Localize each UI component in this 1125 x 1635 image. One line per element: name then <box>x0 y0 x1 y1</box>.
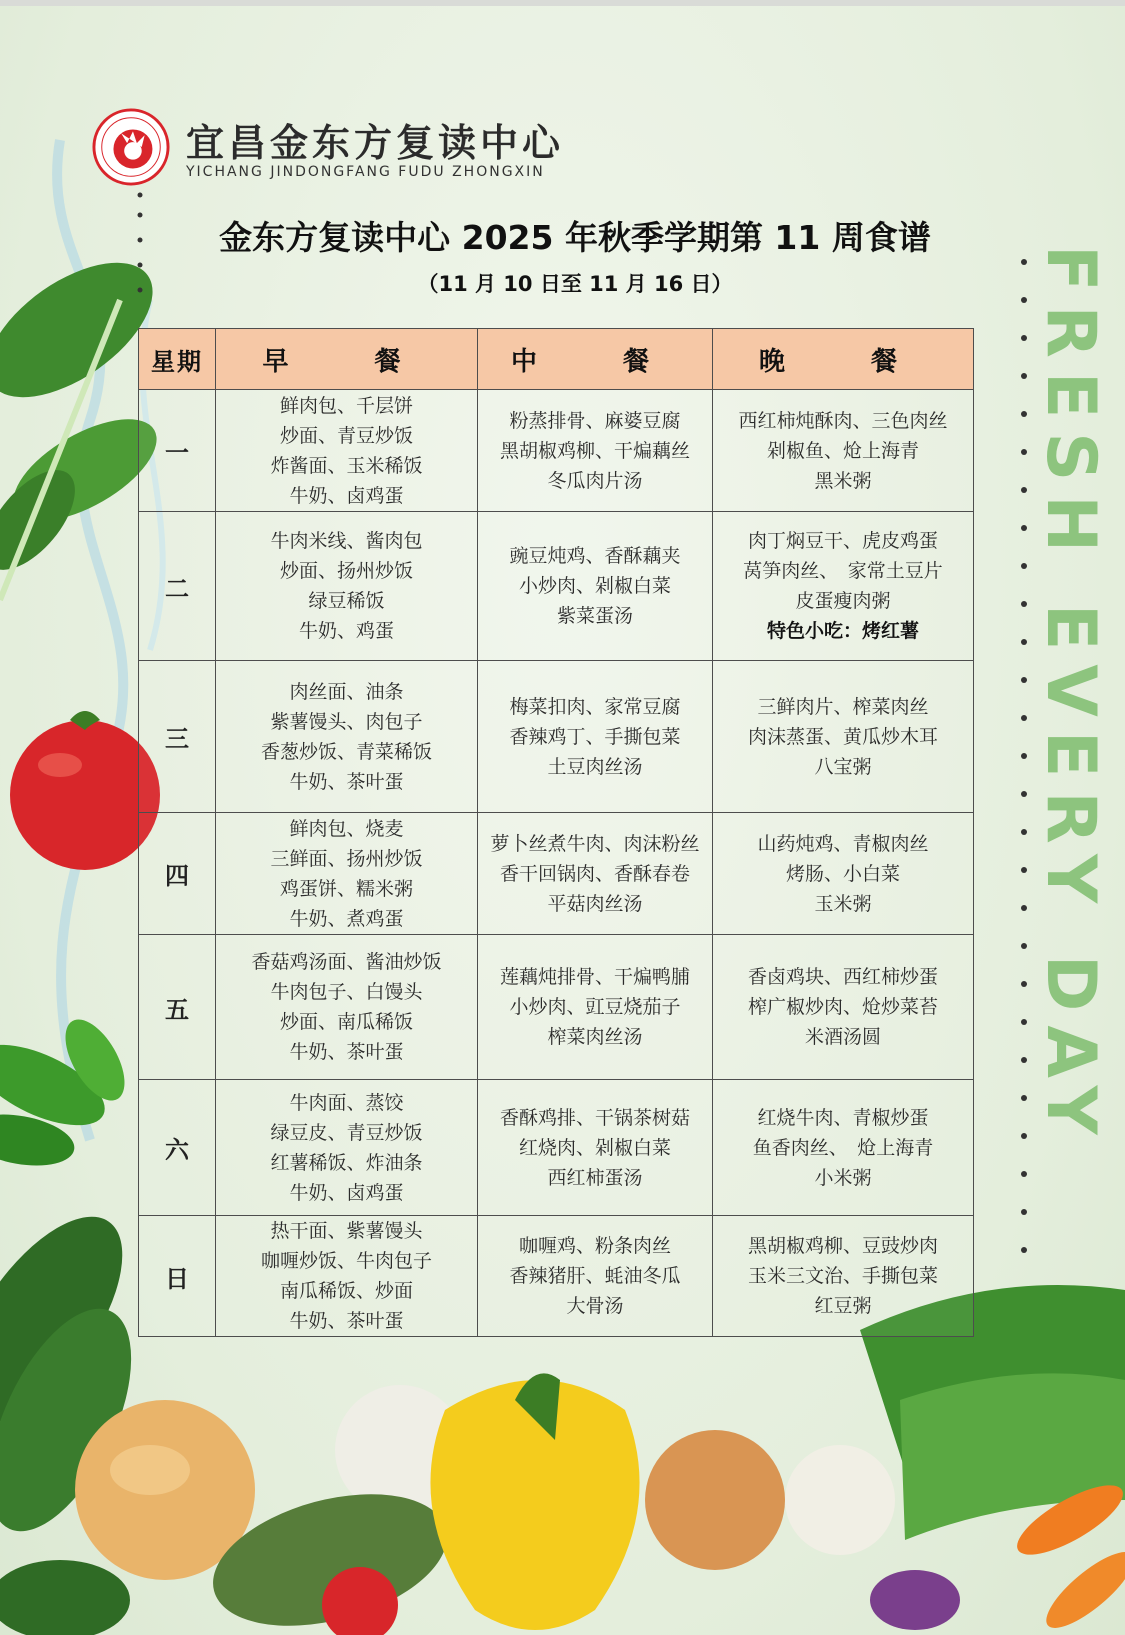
dinner-dish-line: 烤肠、小白菜 <box>785 862 900 885</box>
dinner-cell <box>713 813 974 935</box>
lunch-dish-line: 榨菜肉丝汤 <box>547 1026 643 1048</box>
logo-name-chinese: 宜昌金东方复读中心 <box>186 120 565 165</box>
weekday-cell: 四 <box>139 813 216 935</box>
logo-name-english: YICHANG JINDONGFANG FUDU ZHONGXIN <box>186 164 545 180</box>
lunch-dish-line: 萝卜丝煮牛肉、肉沫粉丝 <box>490 832 700 855</box>
breakfast-cell <box>216 1080 478 1216</box>
dinner-dish-line: 剁椒鱼、炝上海青 <box>766 439 919 462</box>
lunch-dish-line: 香酥鸡排、干锅茶树菇 <box>499 1106 690 1129</box>
weekday-cell: 五 <box>139 935 216 1080</box>
lunch-dish-line: 香辣鸡丁、手撕包菜 <box>509 725 681 748</box>
dinner-cell <box>713 390 974 512</box>
page-title: 金东方复读中心 2025 年秋季学期第 11 周食谱 <box>219 218 931 257</box>
lunch-cell <box>478 1080 713 1216</box>
dinner-dish-line: 玉米三文治、手撕包菜 <box>747 1265 938 1287</box>
dinner-dish-line: 肉丁焖豆干、虎皮鸡蛋 <box>747 530 938 552</box>
lunch-dish-line: 香辣猪肝、蚝油冬瓜 <box>509 1265 681 1287</box>
breakfast-dish-line: 牛奶、卤鸡蛋 <box>289 1181 404 1204</box>
breakfast-dish-line: 肉丝面、油条 <box>289 680 404 703</box>
special-snack: 特色小吃：烤红薯 <box>766 620 919 642</box>
lunch-dish-line: 大骨汤 <box>566 1295 624 1317</box>
breakfast-cell <box>216 390 478 512</box>
dinner-dish-line: 肉沫蒸蛋、黄瓜炒木耳 <box>747 725 938 748</box>
breakfast-dish-line: 炒面、青豆炒饭 <box>279 424 413 447</box>
dinner-dish-line: 鱼香肉丝、 炝上海青 <box>752 1136 934 1159</box>
lunch-dish-line: 平菇肉丝汤 <box>547 892 643 915</box>
lunch-dish-line: 黑胡椒鸡柳、干煸藕丝 <box>499 439 690 462</box>
breakfast-dish-line: 咖喱炒饭、牛肉包子 <box>260 1250 432 1272</box>
lunch-cell <box>478 935 713 1080</box>
dinner-dish-line: 黑胡椒鸡柳、豆豉炒肉 <box>747 1235 938 1257</box>
lunch-dish-line: 土豆肉丝汤 <box>547 755 643 778</box>
dinner-cell <box>713 1080 974 1216</box>
dinner-dish-line: 榨广椒炒肉、炝炒菜苔 <box>747 996 938 1018</box>
dinner-dish-line: 米酒汤圆 <box>804 1026 881 1048</box>
dinner-dish-line: 山药炖鸡、青椒肉丝 <box>757 832 929 855</box>
breakfast-dish-line: 牛奶、煮鸡蛋 <box>289 907 404 930</box>
dinner-dish-line: 红烧牛肉、青椒炒蛋 <box>757 1106 929 1129</box>
dinner-dish-line: 西红柿炖酥肉、三色肉丝 <box>738 409 948 432</box>
lunch-dish-line: 冬瓜肉片汤 <box>547 469 643 492</box>
breakfast-dish-line: 鲜肉包、千层饼 <box>279 394 413 417</box>
lunch-dish-line: 紫菜蛋汤 <box>556 605 633 627</box>
breakfast-cell <box>216 935 478 1080</box>
dinner-cell <box>713 512 974 661</box>
dinner-cell <box>713 1216 974 1337</box>
dinner-dish-line: 香卤鸡块、西红柿炒蛋 <box>747 966 938 988</box>
breakfast-dish-line: 绿豆皮、青豆炒饭 <box>270 1121 423 1144</box>
header-breakfast: 早 餐 <box>216 329 478 390</box>
lunch-dish-line: 豌豆炖鸡、香酥藕夹 <box>509 545 681 567</box>
breakfast-dish-line: 紫薯馒头、肉包子 <box>270 710 423 733</box>
weekday-cell: 三 <box>139 661 216 813</box>
breakfast-dish-line: 香菇鸡汤面、酱油炒饭 <box>251 951 442 973</box>
breakfast-dish-line: 绿豆稀饭 <box>308 590 385 612</box>
header-dinner: 晚 餐 <box>713 329 974 390</box>
dinner-cell <box>713 661 974 813</box>
lunch-dish-line: 香干回锅肉、香酥春卷 <box>499 862 690 885</box>
breakfast-dish-line: 红薯稀饭、炸油条 <box>270 1151 423 1174</box>
lunch-dish-line: 粉蒸排骨、麻婆豆腐 <box>509 409 681 432</box>
breakfast-dish-line: 炒面、扬州炒饭 <box>279 560 413 582</box>
breakfast-cell <box>216 661 478 813</box>
weekday-cell: 二 <box>139 512 216 661</box>
table-row <box>139 813 974 935</box>
breakfast-dish-line: 香葱炒饭、青菜稀饭 <box>260 740 432 763</box>
breakfast-dish-line: 炸酱面、玉米稀饭 <box>270 454 423 477</box>
lunch-dish-line: 咖喱鸡、粉条肉丝 <box>518 1235 671 1257</box>
table-header-row <box>139 329 974 390</box>
breakfast-dish-line: 牛奶、茶叶蛋 <box>289 1041 404 1063</box>
table-row <box>139 1080 974 1216</box>
dinner-dish-line: 红豆粥 <box>814 1295 872 1317</box>
dinner-dish-line: 玉米粥 <box>814 892 872 915</box>
breakfast-dish-line: 鲜肉包、烧麦 <box>289 817 404 840</box>
dinner-dish-line: 黑米粥 <box>814 469 872 492</box>
lunch-cell <box>478 813 713 935</box>
table-row <box>139 661 974 813</box>
lunch-dish-line: 红烧肉、剁椒白菜 <box>518 1136 671 1159</box>
breakfast-dish-line: 牛奶、卤鸡蛋 <box>289 484 404 507</box>
dinner-dish-line: 皮蛋瘦肉粥 <box>795 590 891 612</box>
breakfast-cell <box>216 813 478 935</box>
lunch-cell <box>478 661 713 813</box>
dinner-dish-line: 莴笋肉丝、 家常土豆片 <box>743 560 943 582</box>
dinner-dish-line: 八宝粥 <box>814 755 872 778</box>
header-weekday: 星期 <box>139 329 216 390</box>
weekly-menu-table <box>138 328 974 1337</box>
breakfast-cell <box>216 1216 478 1337</box>
weekday-cell: 日 <box>139 1216 216 1337</box>
breakfast-dish-line: 三鲜面、扬州炒饭 <box>270 847 423 870</box>
dinner-dish-line: 小米粥 <box>814 1166 872 1189</box>
logo <box>92 108 565 188</box>
weekday-cell: 一 <box>139 390 216 512</box>
table-row <box>139 512 974 661</box>
breakfast-cell <box>216 512 478 661</box>
breakfast-dish-line: 炒面、南瓜稀饭 <box>279 1011 413 1033</box>
side-slogan-text: FRESH EVERY DAY <box>1031 245 1110 1149</box>
lunch-dish-line: 小炒肉、豇豆烧茄子 <box>509 996 681 1018</box>
header-lunch: 中 餐 <box>478 329 713 390</box>
logo-emblem-icon <box>92 108 170 186</box>
weekday-cell: 六 <box>139 1080 216 1216</box>
dinner-cell <box>713 935 974 1080</box>
breakfast-dish-line: 牛奶、茶叶蛋 <box>289 770 404 793</box>
table-row <box>139 390 974 512</box>
breakfast-dish-line: 热干面、紫薯馒头 <box>270 1220 423 1242</box>
lunch-dish-line: 莲藕炖排骨、干煸鸭脯 <box>499 966 690 988</box>
breakfast-dish-line: 牛肉米线、酱肉包 <box>270 530 423 552</box>
table-row <box>139 1216 974 1337</box>
dinner-dish-line: 三鲜肉片、榨菜肉丝 <box>757 695 929 718</box>
breakfast-dish-line: 牛奶、鸡蛋 <box>298 620 394 642</box>
lunch-dish-line: 西红柿蛋汤 <box>547 1166 643 1189</box>
breakfast-dish-line: 牛奶、茶叶蛋 <box>289 1310 404 1332</box>
breakfast-dish-line: 牛肉面、蒸饺 <box>289 1091 404 1114</box>
lunch-cell <box>478 390 713 512</box>
date-range: （11 月 10 日至 11 月 16 日） <box>417 272 733 296</box>
breakfast-dish-line: 鸡蛋饼、糯米粥 <box>279 877 413 900</box>
lunch-cell <box>478 512 713 661</box>
lunch-dish-line: 小炒肉、剁椒白菜 <box>518 575 671 597</box>
breakfast-dish-line: 南瓜稀饭、炒面 <box>279 1280 413 1302</box>
breakfast-dish-line: 牛肉包子、白馒头 <box>270 981 423 1003</box>
table-row <box>139 935 974 1080</box>
lunch-dish-line: 梅菜扣肉、家常豆腐 <box>509 695 681 718</box>
lunch-cell <box>478 1216 713 1337</box>
